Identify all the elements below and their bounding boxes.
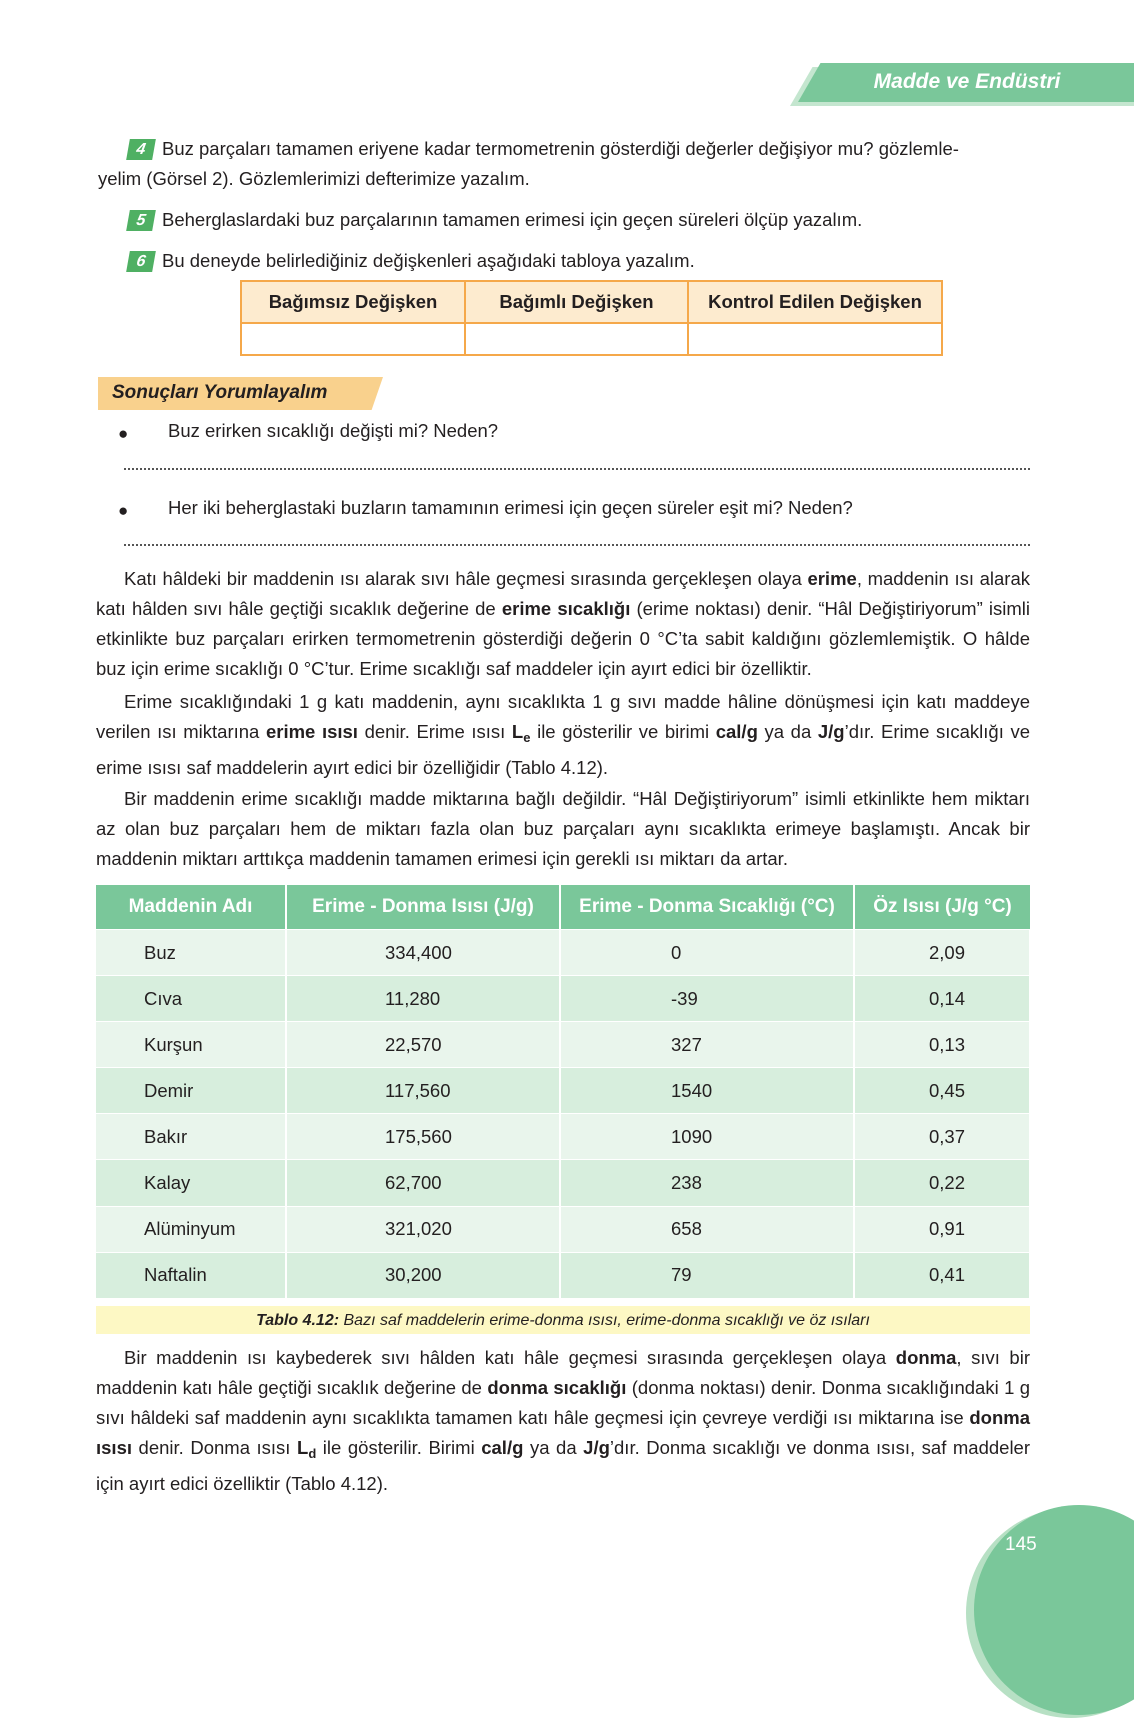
step-text: Buz parçaları tamamen eriyene kadar termometrenin gösterdiği değerler değişiyor mu? gözlemle- [162,138,959,159]
question-2: Her iki beherglastaki buzların tamamının erimesi için geçen süreler eşit mi? Neden? [168,497,853,518]
term-donma: donma [895,1347,957,1368]
answer-line-1[interactable] [124,468,1030,470]
variables-cell-dependent[interactable] [465,323,688,355]
chapter-title: Madde ve Endüstri [873,70,1061,93]
step-text: Beherglaslardaki buz parçalarının tamamen erimesi için geçen süreleri ölçüp yazalım. [162,209,863,230]
bullet-icon: ● [118,501,129,520]
variables-table [240,280,943,356]
symbol-Ld: L [297,1437,309,1458]
table-row: Bakır 175,560 1090 0,37 [96,1114,1030,1160]
section-title: Sonuçları Yorumlayalım [112,382,328,403]
step-number-badge: 5 [126,210,156,231]
step-5 [98,205,1032,235]
step-4 [98,134,1032,194]
term-erime-sicakligi: erime sıcaklığı [501,598,631,619]
term-donma-sicakligi: donma sıcaklığı [487,1377,627,1398]
table-row: Cıva 11,280 -39 0,14 [96,976,1030,1022]
column-header-name: Maddenin Adı [96,885,286,930]
column-header-heat: Erime - Donma Isısı (J/g) [286,885,560,930]
question-1: Buz erirken sıcaklığı değişti mi? Neden? [168,420,499,441]
step-text-continued: yelim (Görsel 2). Gözlemlerimizi defterimize yazalım. [98,168,530,189]
table-row: Naftalin 30,200 79 0,41 [96,1252,1030,1298]
step-text: Bu deneyde belirlediğiniz değişkenleri aşağıdaki tabloya yazalım. [162,250,695,271]
table-row: Kurşun 22,570 327 0,13 [96,1022,1030,1068]
column-header-specific-heat: Öz Isısı (J/g °C) [854,885,1030,930]
term-erime: erime [807,568,857,589]
variables-cell-independent[interactable] [241,323,465,355]
paragraph-donma: Bir maddenin ısı kaybederek sıvı hâlden katı hâle geçmesi sırasında gerçekleşen olaya donma, sıvı bir maddenin katı hâle geçtiği sıcaklık değerine de donma sıcaklığı (donma noktası) denir. Donma sıcaklığındaki 1 g sıvı hâldeki saf maddenin aynı sıcaklıkta tamamen katı hâle geçmesi için çevreye verdiği ısı miktarına ise donma ısısı denir. Donma ısısı $L_d$ ile gösterilir. Birimi cal/g ya da J/g’dır. Donma sıcaklığı ve donma ısısı, saf maddeler için ayırt edici özelliktir (Tablo 4.12). [96,1347,1031,1494]
variables-header-dependent: Bağımlı Değişken [465,281,688,323]
step-number-badge: 4 [126,139,156,160]
paragraph-erime-isisi: Erime sıcaklığındaki 1 g katı maddenin, aynı sıcaklıkta 1 g sıvı madde hâline dönüşmesi için katı maddeye verilen ısı miktarına erime ısısı denir. Erime ısısı $L_e$ ile gösterilir ve birimi cal/g ya da J/g’dır. Erime sıcaklığı ve erime ısısı saf maddelerin ayırt edici bir özelliğidir (Tablo 4.12). [96,691,1030,778]
paragraph-miktar: Bir maddenin erime sıcaklığı madde miktarına bağlı değildir. “Hâl Değiştiriyorum” isimli etkinlikte hem miktarı az olan buz parçaları hem de miktarı fazla olan buz parçaları aynı sıcaklıkta erimeye başlamıştı. Ancak bir maddenin miktarı arttıkça maddenin tamamen erimesi için gerekli ısı miktarı da artar. [96,788,1030,869]
term-erime-isisi: erime ısısı [265,721,358,742]
table-row: Buz 334,400 0 2,09 [96,930,1030,976]
step-number-badge: 6 [126,251,156,272]
variables-header-independent: Bağımsız Değişken [241,281,465,323]
step-6 [98,246,1032,276]
table-row: Demir 117,560 1540 0,45 [96,1068,1030,1114]
paragraph-erime: Katı hâldeki bir maddenin ısı alarak sıvı hâle geçmesi sırasında gerçekleşen olaya erime, maddenin ısı alarak katı hâlden sıvı hâle geçtiği sıcaklık değerine de erime sıcaklığı (erime noktası) denir. “Hâl Değiştiriyorum” isimli etkinlikte buz parçaları erirken termometrenin gösterdiği değerin 0 °C’ta sabit kaldığını gözlemlemiştik. O hâlde buz için erime sıcaklığı 0 °C’tur. Erime sıcaklığı saf maddeler için ayırt edici bir özelliktir. [96,568,1030,679]
bullet-icon: ● [118,424,129,443]
table-caption [96,1312,1030,1330]
column-header-temperature: Erime - Donma Sıcaklığı (°C) [560,885,854,930]
symbol-Le: L [511,721,524,742]
term-donma-isisi: donma ısısı [96,1407,1030,1458]
melting-data-table [96,885,1031,1298]
table-row: Kalay 62,700 238 0,22 [96,1160,1030,1206]
variables-cell-controlled[interactable] [688,323,942,355]
caption-text: Bazı saf maddelerin erime-donma ısısı, erime-donma sıcaklığı ve öz ısıları [339,1312,870,1329]
answer-line-2[interactable] [124,544,1030,546]
variables-header-controlled: Kontrol Edilen Değişken [688,281,942,323]
table-row: Alüminyum 321,020 658 0,91 [96,1206,1030,1252]
caption-label: Tablo 4.12: [256,1312,340,1329]
page-number: 145 [1005,1534,1037,1555]
